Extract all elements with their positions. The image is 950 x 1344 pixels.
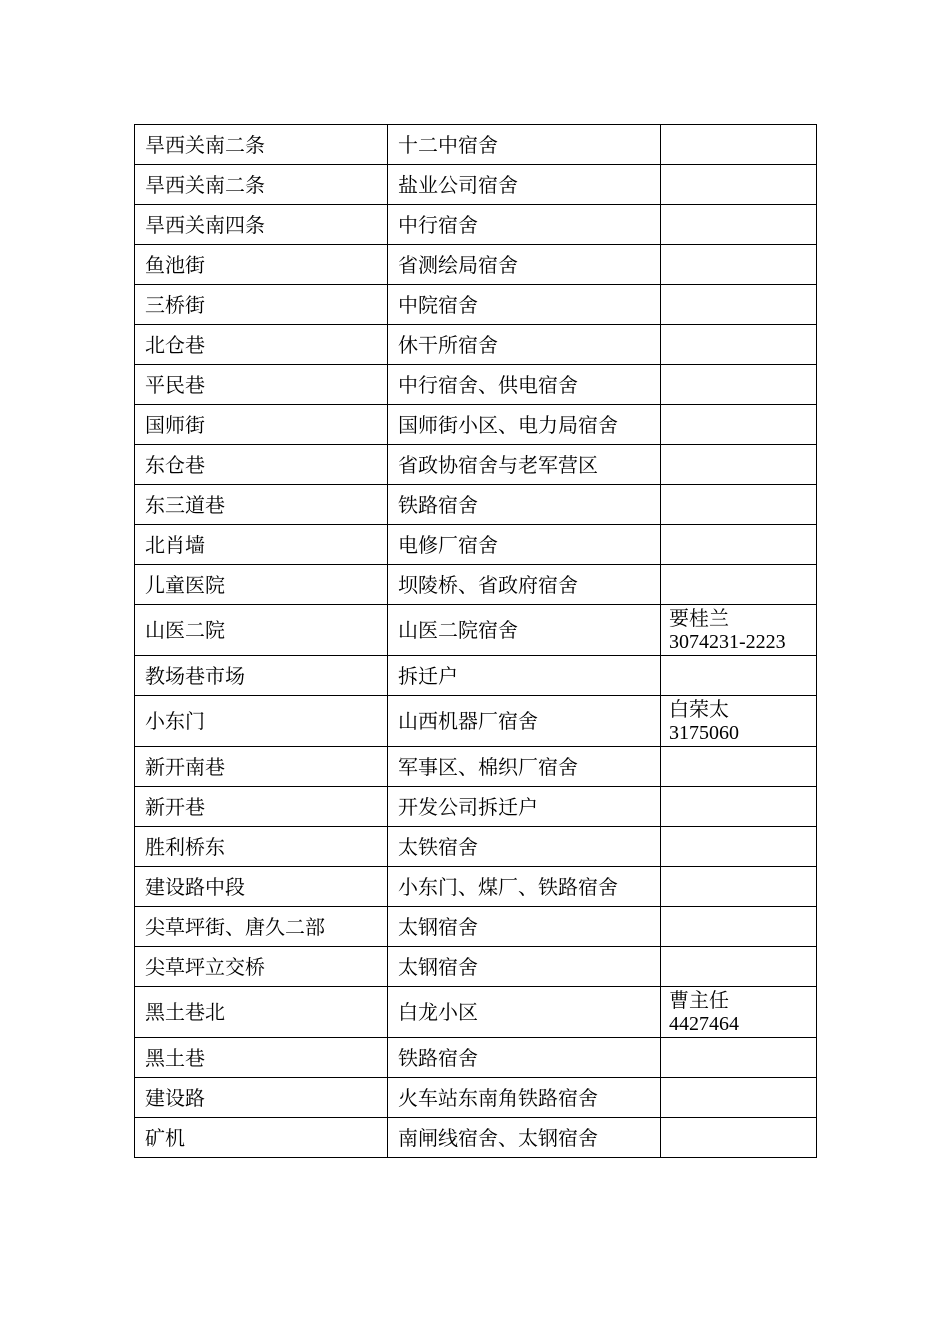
table-row	[135, 365, 817, 405]
residence-cell: 电修厂宿舍	[388, 525, 661, 565]
contact-name: 曹主任	[669, 988, 729, 1012]
contact-cell	[661, 285, 817, 325]
table-row	[135, 787, 817, 827]
table-row	[135, 907, 817, 947]
contact-cell	[661, 867, 817, 907]
table-row	[135, 696, 817, 747]
street-cell: 山医二院	[135, 605, 388, 656]
street-cell: 东仓巷	[135, 445, 388, 485]
contact-cell	[661, 365, 817, 405]
street-cell: 平民巷	[135, 365, 388, 405]
residence-cell: 太铁宿舍	[388, 827, 661, 867]
street-cell: 北肖墙	[135, 525, 388, 565]
street-cell: 矿机	[135, 1118, 388, 1158]
table-row	[135, 1038, 817, 1078]
residence-cell: 太钢宿舍	[388, 947, 661, 987]
street-cell: 建设路中段	[135, 867, 388, 907]
contact-cell	[661, 696, 817, 747]
residence-cell: 盐业公司宿舍	[388, 165, 661, 205]
contact-cell	[661, 656, 817, 696]
table-row	[135, 125, 817, 165]
contact-cell	[661, 165, 817, 205]
residence-cell: 小东门、煤厂、铁路宿舍	[388, 867, 661, 907]
residence-cell: 省政协宿舍与老军营区	[388, 445, 661, 485]
contact-cell	[661, 787, 817, 827]
contact-cell	[661, 1118, 817, 1158]
street-cell: 教场巷市场	[135, 656, 388, 696]
residence-cell: 国师街小区、电力局宿舍	[388, 405, 661, 445]
residence-cell: 坝陵桥、省政府宿舍	[388, 565, 661, 605]
street-cell: 黑土巷	[135, 1038, 388, 1078]
table-row	[135, 565, 817, 605]
street-cell: 尖草坪街、唐久二部	[135, 907, 388, 947]
residence-cell: 休干所宿舍	[388, 325, 661, 365]
table-row	[135, 827, 817, 867]
table-row	[135, 987, 817, 1038]
street-cell: 旱西关南四条	[135, 205, 388, 245]
contact-cell	[661, 1038, 817, 1078]
street-cell: 胜利桥东	[135, 827, 388, 867]
residence-cell: 拆迁户	[388, 656, 661, 696]
residence-cell: 铁路宿舍	[388, 485, 661, 525]
residence-cell: 开发公司拆迁户	[388, 787, 661, 827]
contact-cell	[661, 827, 817, 867]
street-cell: 鱼池街	[135, 245, 388, 285]
street-cell: 黑土巷北	[135, 987, 388, 1038]
residence-cell: 中行宿舍	[388, 205, 661, 245]
contact-cell	[661, 1078, 817, 1118]
street-cell: 尖草坪立交桥	[135, 947, 388, 987]
contact-cell	[661, 325, 817, 365]
street-cell: 小东门	[135, 696, 388, 747]
residence-cell: 中院宿舍	[388, 285, 661, 325]
table-row	[135, 947, 817, 987]
residence-cell: 白龙小区	[388, 987, 661, 1038]
street-cell: 北仓巷	[135, 325, 388, 365]
table-row	[135, 867, 817, 907]
contact-cell	[661, 947, 817, 987]
contact-name: 要桂兰	[669, 606, 729, 630]
contact-cell	[661, 485, 817, 525]
contact-cell	[661, 445, 817, 485]
contact-phone: 3175060	[669, 722, 739, 744]
table-row	[135, 165, 817, 205]
table-row	[135, 656, 817, 696]
contact-name: 白荣太	[669, 697, 729, 721]
street-cell: 新开巷	[135, 787, 388, 827]
contact-phone: 3074231-2223	[669, 631, 786, 653]
street-cell: 建设路	[135, 1078, 388, 1118]
street-cell: 旱西关南二条	[135, 125, 388, 165]
residence-cell: 十二中宿舍	[388, 125, 661, 165]
residence-table	[134, 124, 817, 1158]
street-cell: 儿童医院	[135, 565, 388, 605]
contact-cell	[661, 605, 817, 656]
residence-cell: 军事区、棉织厂宿舍	[388, 747, 661, 787]
contact-cell	[661, 245, 817, 285]
residence-cell: 山医二院宿舍	[388, 605, 661, 656]
table-row	[135, 1118, 817, 1158]
table-body	[135, 125, 817, 1158]
table-row	[135, 485, 817, 525]
street-cell: 国师街	[135, 405, 388, 445]
residence-cell: 省测绘局宿舍	[388, 245, 661, 285]
table-row	[135, 245, 817, 285]
table-row	[135, 605, 817, 656]
residence-cell: 中行宿舍、供电宿舍	[388, 365, 661, 405]
table-row	[135, 747, 817, 787]
table-row	[135, 445, 817, 485]
table-row	[135, 285, 817, 325]
residence-cell: 山西机器厂宿舍	[388, 696, 661, 747]
street-cell: 三桥街	[135, 285, 388, 325]
contact-cell	[661, 525, 817, 565]
contact-cell	[661, 405, 817, 445]
residence-cell: 铁路宿舍	[388, 1038, 661, 1078]
residence-cell: 南闸线宿舍、太钢宿舍	[388, 1118, 661, 1158]
contact-cell	[661, 747, 817, 787]
table-row	[135, 205, 817, 245]
street-cell: 东三道巷	[135, 485, 388, 525]
table-row	[135, 525, 817, 565]
contact-cell	[661, 565, 817, 605]
street-cell: 新开南巷	[135, 747, 388, 787]
contact-cell	[661, 907, 817, 947]
contact-cell	[661, 205, 817, 245]
table-row	[135, 325, 817, 365]
street-cell: 旱西关南二条	[135, 165, 388, 205]
contact-phone: 4427464	[669, 1013, 739, 1035]
contact-cell	[661, 987, 817, 1038]
residence-cell: 火车站东南角铁路宿舍	[388, 1078, 661, 1118]
table-row	[135, 405, 817, 445]
table-row	[135, 1078, 817, 1118]
residence-cell: 太钢宿舍	[388, 907, 661, 947]
contact-cell	[661, 125, 817, 165]
